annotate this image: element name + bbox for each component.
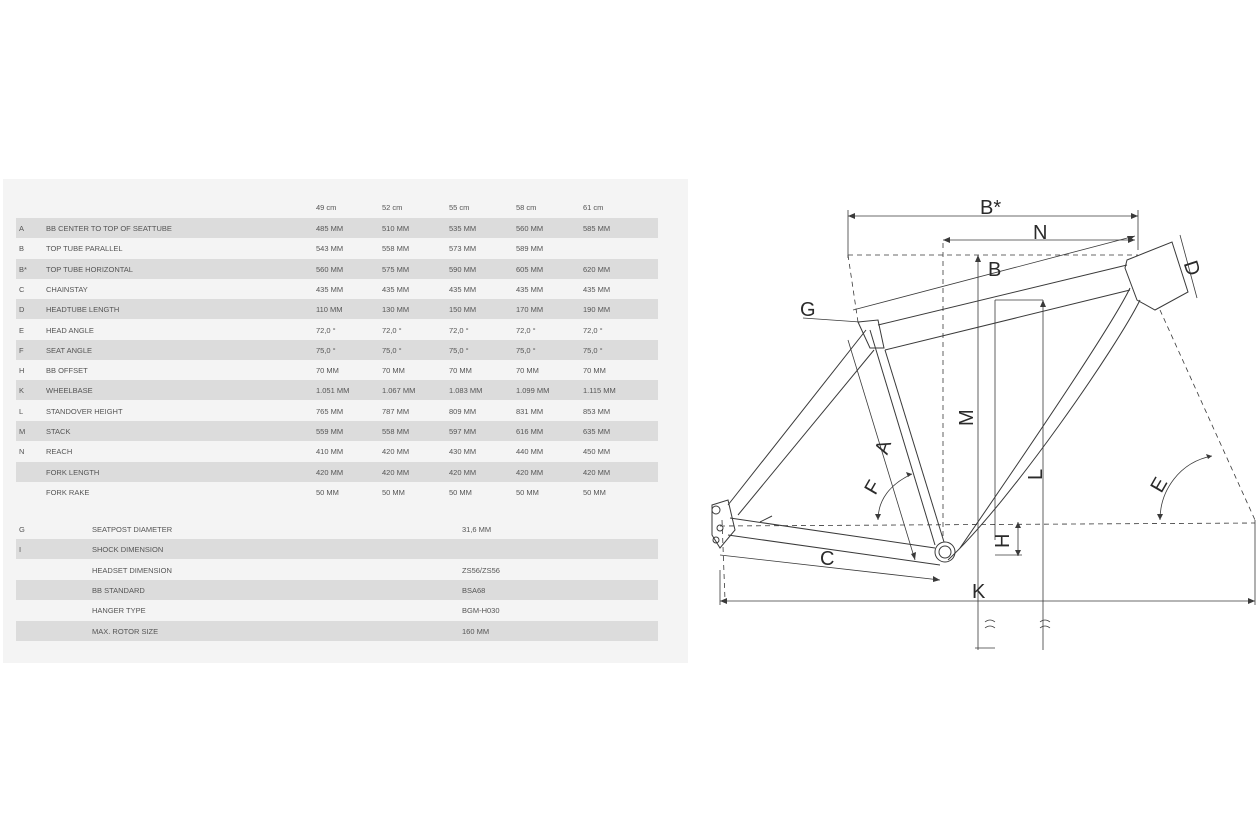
geometry-value: 70 MM xyxy=(516,366,539,376)
geometry-letter: C xyxy=(19,284,25,294)
component-name: HEADSET DIMENSION xyxy=(92,565,172,575)
geometry-value: 420 MM xyxy=(382,467,410,477)
geometry-value: 560 MM xyxy=(516,224,544,233)
geometry-value: 1.115 MM xyxy=(583,386,616,396)
geometry-value: 585 MM xyxy=(583,224,611,233)
label-d: D xyxy=(1178,258,1205,279)
geometry-value: 50 MM xyxy=(516,487,539,497)
head-tube xyxy=(1125,242,1188,310)
geometry-value: 597 MM xyxy=(449,427,477,436)
geometry-value: 485 MM xyxy=(316,224,344,233)
geometry-name: WHEELBASE xyxy=(46,386,93,396)
geometry-value: 831 MM xyxy=(516,406,544,416)
geometry-value: 559 MM xyxy=(316,427,344,436)
geometry-name: BB CENTER TO TOP OF SEATTUBE xyxy=(46,224,172,233)
geometry-letter: H xyxy=(19,366,25,376)
geometry-value: 435 MM xyxy=(583,284,611,294)
bb-horizontal-guide xyxy=(720,523,1255,526)
component-row xyxy=(16,621,658,641)
geometry-value: 435 MM xyxy=(316,284,344,294)
geometry-value: 420 MM xyxy=(382,447,410,457)
label-b: B xyxy=(988,259,1002,281)
geometry-value: 70 MM xyxy=(583,366,606,376)
geometry-row xyxy=(16,218,658,238)
top-tube xyxy=(878,265,1130,350)
geometry-value: 558 MM xyxy=(382,244,410,254)
geometry-value: 50 MM xyxy=(583,487,606,497)
geometry-value: 75,0 ° xyxy=(382,345,402,355)
component-row xyxy=(16,539,658,559)
geometry-value: 130 MM xyxy=(382,305,410,315)
label-a: A xyxy=(871,437,897,458)
label-n: N xyxy=(1033,222,1048,244)
rear-dropout xyxy=(712,500,772,548)
geometry-value: 1.067 MM xyxy=(382,386,416,396)
geometry-row xyxy=(16,421,658,441)
geometry-name: SEAT ANGLE xyxy=(46,345,92,355)
geometry-value: 573 MM xyxy=(449,244,477,254)
geometry-value: 589 MM xyxy=(516,244,544,254)
component-letter: I xyxy=(19,545,22,555)
geometry-value: 558 MM xyxy=(382,427,410,436)
geometry-name: HEADTUBE LENGTH xyxy=(46,305,120,315)
size-header-cell: 61 cm xyxy=(583,203,604,212)
geometry-value: 635 MM xyxy=(583,427,611,436)
component-row xyxy=(16,580,658,600)
frame-diagram-svg xyxy=(700,185,1260,660)
geometry-value: 435 MM xyxy=(516,284,544,294)
component-value: ZS56/ZS56 xyxy=(462,565,500,575)
label-l: L xyxy=(1025,468,1047,480)
geometry-value: 410 MM xyxy=(316,447,344,457)
geometry-row xyxy=(16,320,658,340)
geometry-row xyxy=(16,441,658,461)
geometry-row xyxy=(16,259,658,279)
geometry-value: 430 MM xyxy=(449,447,477,457)
geometry-letter: L xyxy=(19,406,24,416)
geometry-letter: N xyxy=(19,447,25,457)
size-header-cell: 49 cm xyxy=(316,203,337,212)
component-value: BSA68 xyxy=(462,585,486,595)
geometry-letter: B* xyxy=(19,264,27,274)
geometry-letter: E xyxy=(19,325,25,335)
geometry-table xyxy=(16,179,658,663)
component-name: SHOCK DIMENSION xyxy=(92,545,164,555)
label-g: G xyxy=(800,299,816,321)
geometry-name: TOP TUBE HORIZONTAL xyxy=(46,264,133,274)
geometry-value: 420 MM xyxy=(316,467,344,477)
geometry-value: 50 MM xyxy=(449,487,472,497)
label-e: E xyxy=(1146,473,1173,497)
component-value: BGM-H030 xyxy=(462,606,500,616)
component-row xyxy=(16,600,658,620)
geometry-value: 1.051 MM xyxy=(316,386,350,396)
geometry-value: 190 MM xyxy=(583,305,611,315)
geometry-value: 50 MM xyxy=(382,487,405,497)
seat-stay xyxy=(728,330,874,515)
geometry-value: 70 MM xyxy=(316,366,339,376)
geometry-letter: M xyxy=(19,427,26,436)
geometry-name: REACH xyxy=(46,447,73,457)
geometry-row xyxy=(16,299,658,319)
geometry-value: 605 MM xyxy=(516,264,544,274)
geometry-letter: B xyxy=(19,244,25,254)
geometry-value: 420 MM xyxy=(516,467,544,477)
component-row xyxy=(16,560,658,580)
label-k: K xyxy=(972,581,986,603)
geometry-value: 1.099 MM xyxy=(516,386,550,396)
geometry-name: BB OFFSET xyxy=(46,366,88,376)
steerer-axis xyxy=(1160,310,1255,520)
geometry-value: 72,0 ° xyxy=(449,325,469,335)
geometry-value: 75,0 ° xyxy=(583,345,603,355)
geometry-value: 435 MM xyxy=(382,284,410,294)
geometry-value: 75,0 ° xyxy=(449,345,469,355)
geometry-row xyxy=(16,238,658,258)
rear-axle-guide xyxy=(722,520,725,600)
geometry-name: FORK RAKE xyxy=(46,487,90,497)
geometry-value: 72,0 ° xyxy=(583,325,603,335)
component-name: SEATPOST DIAMETER xyxy=(92,525,173,534)
geometry-value: 70 MM xyxy=(382,366,405,376)
f-angle-arc xyxy=(878,474,912,520)
label-c: C xyxy=(820,548,835,570)
geometry-value: 560 MM xyxy=(316,264,344,274)
component-name: MAX. ROTOR SIZE xyxy=(92,626,159,636)
geometry-value: 853 MM xyxy=(583,406,611,416)
geometry-value: 590 MM xyxy=(449,264,477,274)
geometry-value: 616 MM xyxy=(516,427,544,436)
geometry-value: 420 MM xyxy=(583,467,611,477)
geometry-row xyxy=(16,380,658,400)
geometry-value: 765 MM xyxy=(316,406,344,416)
geometry-value: 450 MM xyxy=(583,447,611,457)
frame-geometry-diagram xyxy=(700,185,1260,660)
b-star-left-extension xyxy=(848,255,858,322)
geometry-value: 110 MM xyxy=(316,305,343,315)
geometry-row xyxy=(16,401,658,421)
geometry-value: 420 MM xyxy=(449,467,477,477)
geometry-name: FORK LENGTH xyxy=(46,467,100,477)
component-row xyxy=(16,519,658,539)
geometry-value: 543 MM xyxy=(316,244,344,254)
bottom-bracket xyxy=(935,542,955,562)
component-name: HANGER TYPE xyxy=(92,606,146,616)
label-h: H xyxy=(992,533,1014,548)
geometry-row xyxy=(16,279,658,299)
geometry-row xyxy=(16,360,658,380)
size-header-cell: 58 cm xyxy=(516,203,537,212)
size-header-row xyxy=(16,200,658,218)
geometry-value: 510 MM xyxy=(382,224,410,233)
geometry-value: 535 MM xyxy=(449,224,477,233)
label-b-star: B* xyxy=(980,197,1002,219)
geometry-letter: D xyxy=(19,305,25,315)
geometry-name: HEAD ANGLE xyxy=(46,325,94,335)
component-name: BB STANDARD xyxy=(92,585,145,595)
geometry-letter: A xyxy=(19,224,25,233)
geometry-name: CHAINSTAY xyxy=(46,284,88,294)
geometry-value: 75,0 ° xyxy=(316,345,336,355)
geometry-value: 1.083 MM xyxy=(449,386,483,396)
geometry-value: 50 MM xyxy=(316,487,339,497)
label-m: M xyxy=(956,409,978,426)
geometry-name: TOP TUBE PARALLEL xyxy=(46,244,123,254)
geometry-value: 72,0 ° xyxy=(382,325,402,335)
geometry-value: 72,0 ° xyxy=(316,325,336,335)
component-value: 31,6 MM xyxy=(462,525,492,534)
size-header-cell: 52 cm xyxy=(382,203,403,212)
component-value: 160 MM xyxy=(462,626,490,636)
geometry-value: 809 MM xyxy=(449,406,477,416)
geometry-row xyxy=(16,482,658,502)
geometry-letter: F xyxy=(19,345,24,355)
size-header-cell: 55 cm xyxy=(449,203,470,212)
geometry-panel xyxy=(3,179,688,663)
geometry-value: 435 MM xyxy=(449,284,477,294)
label-f: F xyxy=(860,476,886,499)
geometry-value: 575 MM xyxy=(382,264,410,274)
geometry-value: 72,0 ° xyxy=(516,325,536,335)
geometry-value: 150 MM xyxy=(449,305,477,315)
geometry-value: 70 MM xyxy=(449,366,472,376)
geometry-name: STACK xyxy=(46,427,71,436)
geometry-letter: K xyxy=(19,386,25,396)
geometry-value: 440 MM xyxy=(516,447,544,457)
geometry-value: 170 MM xyxy=(516,305,544,315)
geometry-value: 787 MM xyxy=(382,406,410,416)
component-letter: G xyxy=(19,525,25,534)
geometry-row xyxy=(16,462,658,482)
geometry-name: STANDOVER HEIGHT xyxy=(46,406,123,416)
geometry-value: 620 MM xyxy=(583,264,611,274)
geometry-row xyxy=(16,340,658,360)
geometry-value: 75,0 ° xyxy=(516,345,536,355)
